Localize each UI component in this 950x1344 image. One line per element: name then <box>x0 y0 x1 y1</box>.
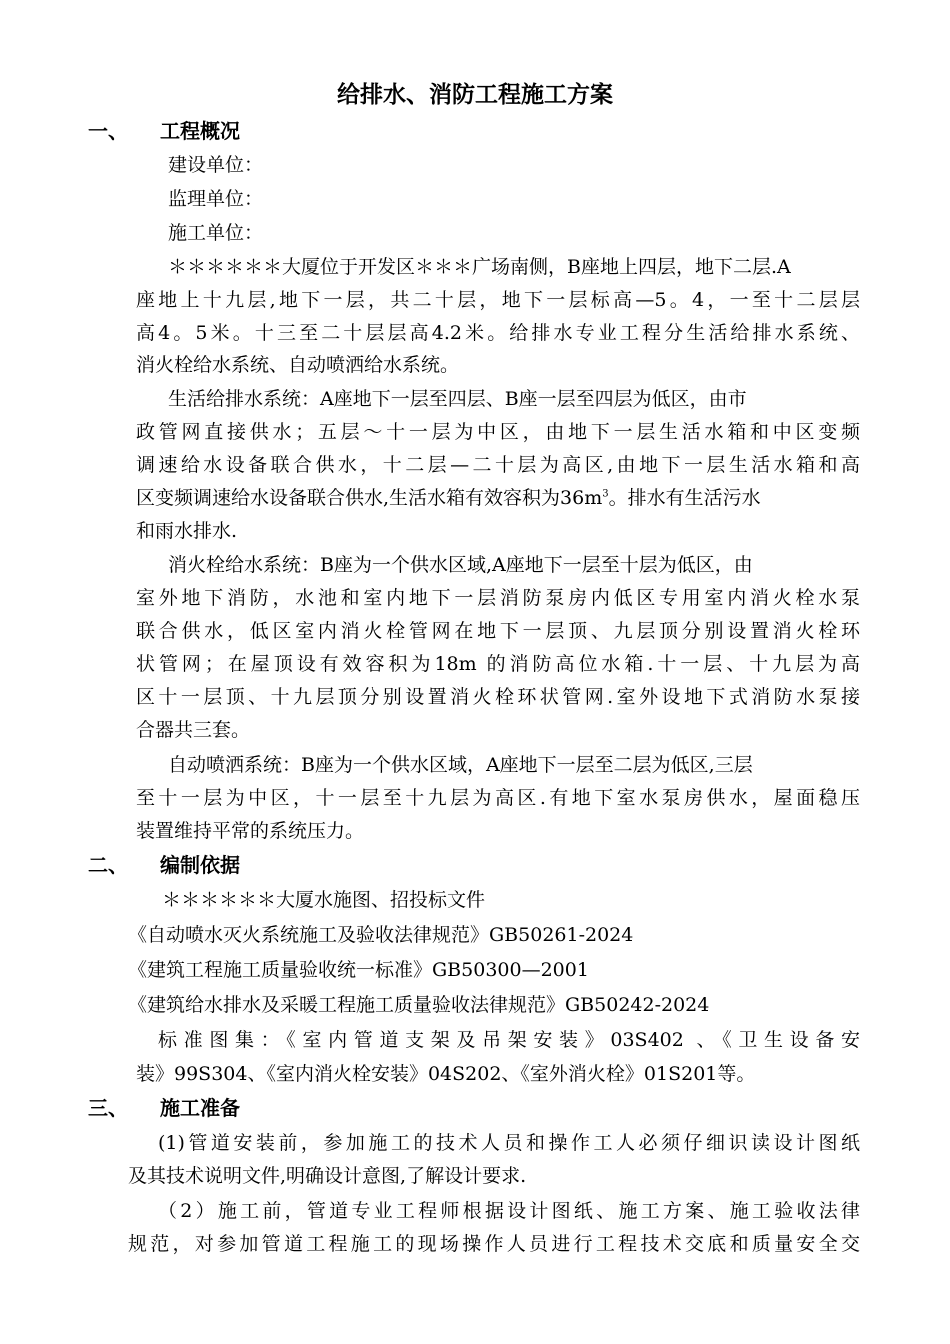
overview-p2-text: 区变频调速给水设备联合供水,生活水箱有效容积为36m <box>136 487 603 509</box>
overview-p1-line: 消火栓给水系统、自动喷洒给水系统。 <box>136 354 460 376</box>
overview-p3-line: 消火栓给水系统：B座为一个供水区域,A座地下一层至十层为低区，由 <box>168 554 753 576</box>
contractor-label: 施工单位： <box>168 222 264 244</box>
section-title: 编制依据 <box>160 853 240 877</box>
overview-p3-line: 室外地下消防，水池和室内地下一层消防泵房内低区专用室内消火栓水泵 <box>136 587 860 609</box>
section-number: 二、 <box>88 853 128 877</box>
basis-item: 标准图集：《室内管道支架及吊架安装》03S402 、《卫生设备安 <box>158 1029 860 1051</box>
section-number: 一、 <box>88 119 128 143</box>
overview-p2-line <box>136 483 761 513</box>
preparation-line: 规范，对参加管道工程施工的现场操作人员进行工程技术交底和质量安全交 <box>128 1233 860 1255</box>
section-heading-1 <box>88 117 240 145</box>
section-title: 施工准备 <box>160 1096 240 1120</box>
document-title: 给排水、消防工程施工方案 <box>337 82 613 108</box>
section-title: 工程概况 <box>160 119 240 143</box>
overview-p3-line: 联合供水，低区室内消火栓管网在地下一层顶、九层顶分别设置消火栓环 <box>136 620 860 642</box>
overview-p1-line: 高4。5米。十三至二十层层高4.2米。给排水专业工程分生活给排水系统、 <box>136 322 860 344</box>
overview-p4-line: 至十一层为中区，十一层至十九层为高区.有地下室水泵房供水，屋面稳压 <box>136 787 860 809</box>
preparation-line: (1)管道安装前，参加施工的技术人员和操作工人必须仔细识读设计图纸 <box>158 1132 860 1154</box>
basis-item: 《建筑给水排水及采暖工程施工质量验收法律规范》GB50242-2024 <box>128 994 710 1016</box>
overview-p2-line: 调速给水设备联合供水，十二层—二十层为高区,由地下一层生活水箱和高 <box>136 454 860 476</box>
owner-label: 建设单位： <box>168 154 264 176</box>
overview-p2-line: 生活给排水系统：A座地下一层至四层、B座一层至四层为低区，由市 <box>168 388 747 410</box>
overview-p3-line: 合器共三套。 <box>136 719 251 741</box>
preparation-line: （2）施工前，管道专业工程师根据设计图纸、施工方案、施工验收法律 <box>158 1200 860 1222</box>
basis-item: 装》99S304、《室内消火栓安装》04S202、《室外消火栓》01S201等。 <box>136 1063 756 1085</box>
overview-p2-text: 。排水有生活污水 <box>608 487 761 509</box>
preparation-line: 及其技术说明文件,明确设计意图,了解设计要求. <box>128 1165 527 1187</box>
section-heading-3 <box>88 1094 240 1122</box>
overview-p1-line: ＊＊＊＊＊＊大厦位于开发区＊＊＊广场南侧，B座地上四层，地下二层.A <box>168 256 791 278</box>
overview-p2-line: 和雨水排水. <box>136 520 238 542</box>
overview-p1-line: 座地上十九层,地下一层，共二十层，地下一层标高—5。4，一至十二层层 <box>136 289 860 311</box>
overview-p4-line: 装置维持平常的系统压力。 <box>136 820 365 842</box>
supervisor-label: 监理单位： <box>168 188 264 210</box>
section-heading-2 <box>88 851 240 879</box>
overview-p3-line: 状管网；在屋顶设有效容积为18m 的消防高位水箱.十一层、十九层为高 <box>136 653 860 675</box>
overview-p4-line: 自动喷洒系统：B座为一个供水区域，A座地下一层至二层为低区,三层 <box>168 754 753 776</box>
section-number: 三、 <box>88 1096 128 1120</box>
cubic-superscript: 3 <box>602 488 609 500</box>
overview-p2-line: 政管网直接供水；五层～十一层为中区，由地下一层生活水箱和中区变频 <box>136 421 860 443</box>
overview-p3-line: 区十一层顶、十九层顶分别设置消火栓环状管网.室外设地下式消防水泵接 <box>136 686 860 708</box>
basis-item: 《建筑工程施工质量验收统一标准》GB50300—2001 <box>128 959 589 981</box>
basis-item: ＊＊＊＊＊＊大厦水施图、招投标文件 <box>162 889 486 911</box>
basis-item: 《自动喷水灭火系统施工及验收法律规范》GB50261-2024 <box>128 924 634 946</box>
